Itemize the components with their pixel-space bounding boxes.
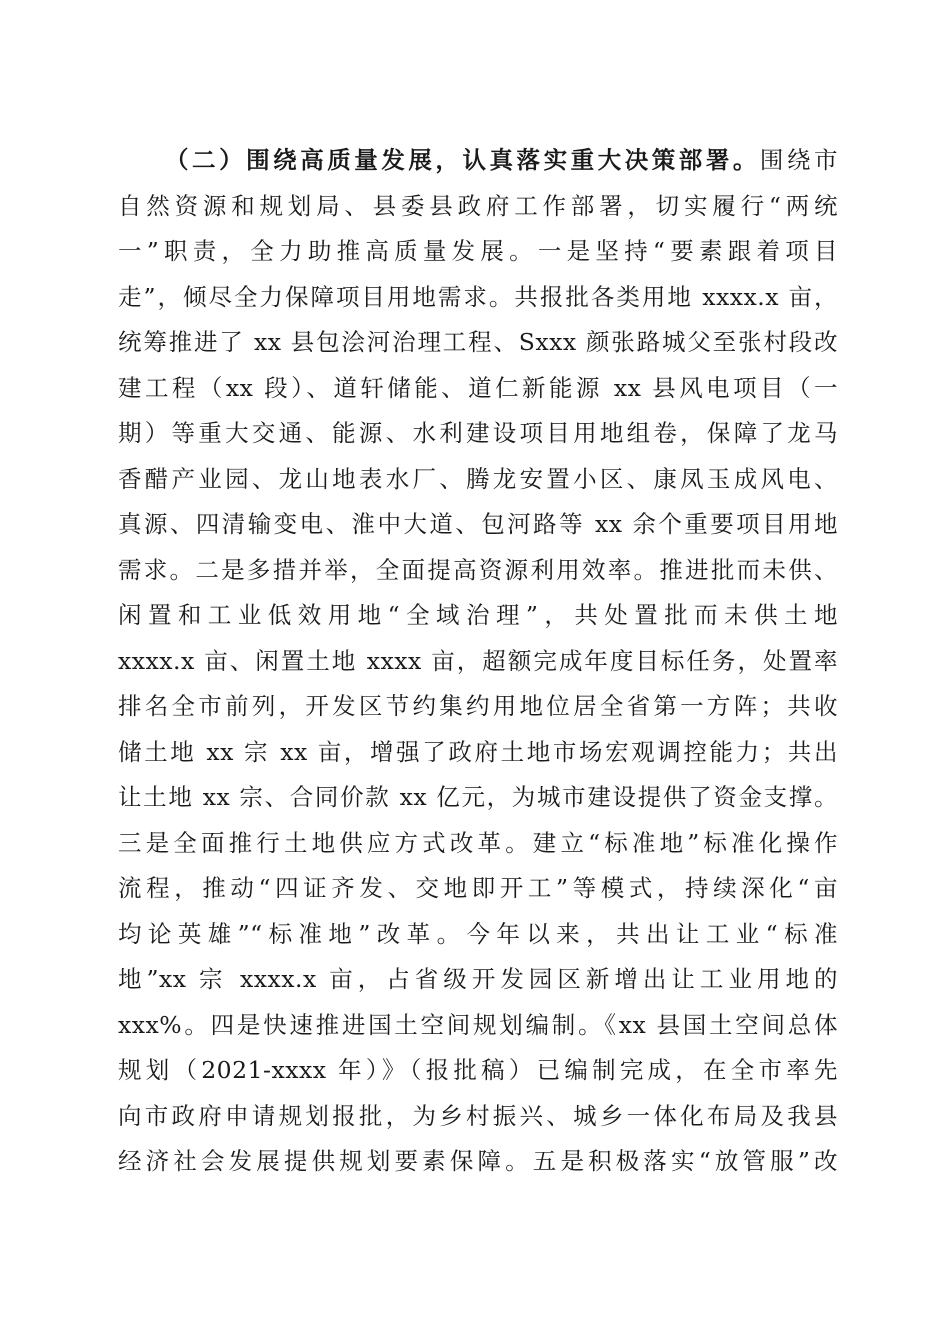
paragraph-line: 一”职责，全力助推高质量发展。一是坚持“要素跟着项目	[118, 237, 838, 265]
paragraph-line: 流程，推动“四证齐发、交地即开工”等模式，持续深化“亩	[118, 874, 838, 902]
paragraph-line: 向市政府申请规划报批，为乡村振兴、城乡一体化布局及我县	[118, 1101, 838, 1130]
paragraph-line: 建工程（xx 段）、道轩储能、道仁新能源 xx 县风电项目（一	[118, 373, 838, 402]
paragraph-line: 三是全面推行土地供应方式改革。建立“标准地”标准化操作	[118, 828, 838, 857]
paragraph-line: 储土地 xx 宗 xx 亩，增强了政府土地市场宏观调控能力；共出	[118, 737, 838, 766]
section-heading: （二）围绕高质量发展，认真落实重大决策部署。	[165, 146, 760, 174]
paragraph-line: 规划（2021-xxxx 年）》（报批稿）已编制完成，在全市率先	[118, 1056, 838, 1084]
paragraph-text: 围绕市	[759, 146, 839, 174]
paragraph-line: 排名全市前列，开发区节约集约用地位居全省第一方阵；共收	[118, 692, 838, 720]
paragraph-line: 自然资源和规划局、县委县政府工作部署，切实履行“两统	[118, 191, 838, 220]
paragraph-line	[118, 138, 838, 184]
paragraph-line: 真源、四清输变电、淮中大道、包河路等 xx 余个重要项目用地	[118, 510, 838, 538]
paragraph-line: xxxx.x 亩、闲置土地 xxxx 亩，超额完成年度目标任务，处置率	[118, 646, 838, 675]
paragraph-line: 香醋产业园、龙山地表水厂、腾龙安置小区、康凤玉成风电、	[118, 464, 838, 493]
paragraph-line: 需求。二是多措并举，全面提高资源利用效率。推进批而未供、	[118, 555, 838, 584]
paragraph-line: 让土地 xx 宗、合同价款 xx 亿元，为城市建设提供了资金支撑。	[118, 783, 838, 811]
paragraph-line: 均论英雄”“标准地”改革。今年以来，共出让工业“标准	[118, 919, 838, 948]
paragraph-line: xxx%。四是快速推进国土空间规划编制。《xx 县国土空间总体	[118, 1010, 838, 1039]
paragraph-line: 走”，倾尽全力保障项目用地需求。共报批各类用地 xxxx.x 亩，	[118, 282, 838, 311]
paragraph-line: 期）等重大交通、能源、水利建设项目用地组卷，保障了龙马	[118, 419, 838, 447]
paragraph-line: 经济社会发展提供规划要素保障。五是积极落实“放管服”改	[118, 1147, 838, 1175]
paragraph-line: 闲置和工业低效用地“全域治理”，共处置批而未供土地	[118, 601, 838, 629]
body-paragraph	[118, 138, 838, 1185]
paragraph-line: 统筹推进了 xx 县包浍河治理工程、Sxxx 颜张路城父至张村段改	[118, 328, 838, 356]
paragraph-line: 地”xx 宗 xxxx.x 亩，占省级开发园区新增出让工业用地的	[118, 965, 838, 993]
